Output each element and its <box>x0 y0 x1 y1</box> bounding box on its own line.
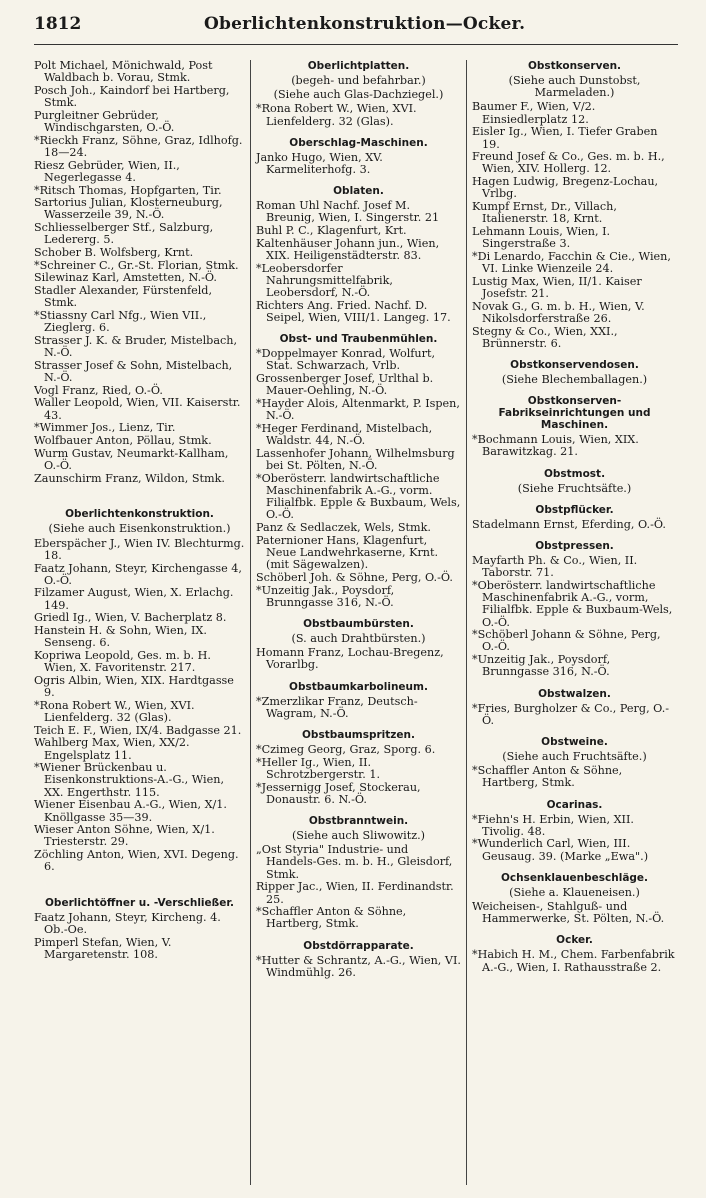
directory-entry: *Zmerzlikar Franz, Deutsch-Wagram, N.-Ö. <box>256 694 418 720</box>
section-heading: Obstkonservendosen. <box>510 358 639 371</box>
directory-entry: *Schaffler Anton & Söhne, Hartberg, Stmk. <box>472 764 623 790</box>
directory-entry: Wahlberg Max, Wien, XX/2. Engelsplatz 11. <box>34 736 190 762</box>
columns <box>34 60 682 1185</box>
directory-entry: Buhl P. C., Klagenfurt, Krt. <box>256 224 407 238</box>
directory-entry: Stegny & Co., Wien, XXI., Brünnerstr. 6. <box>472 324 618 350</box>
directory-entry: *Hutter & Schrantz, A.-G., Wien, VI. Windmühlg. 26. <box>256 953 461 979</box>
directory-entry: Grossenberger Josef, Urlthal b. Mauer-Oehling, N.-Ö. <box>256 372 434 398</box>
directory-entry: *Heller Ig., Wien, II. Schrotzbergerstr. 1. <box>256 755 381 781</box>
cross-reference: (Siehe Blechemballagen.) <box>501 372 648 386</box>
directory-entry: Mayfarth Ph. & Co., Wien, II. Taborstr. 71. <box>472 553 638 580</box>
directory-entry: Schöberl Joh. & Söhne, Perg, O.-Ö. <box>256 570 453 584</box>
section-heading: Obstbaumkarbolineum. <box>289 680 428 693</box>
page-header <box>34 14 678 45</box>
column-middle <box>250 60 466 1185</box>
cross-reference: (Siehe auch Sliwowitz.) <box>291 829 426 843</box>
directory-entry: *Heger Ferdinand, Mistelbach, Waldstr. 44, N.-Ö. <box>256 421 433 448</box>
section-heading: Obstkonserven. <box>527 60 622 72</box>
directory-entry: Schober B. Wolfsberg, Krnt. <box>34 246 194 260</box>
directory-entry: Wolfbauer Anton, Pöllau, Stmk. <box>34 434 212 448</box>
directory-entry: *Wiener Brückenbau u. Eisenkonstruktions-A.-G., Wien, XX. Engerthstr. 115. <box>34 761 225 799</box>
directory-entry: *Doppelmayer Konrad, Wolfurt, Stat. Schwarzach, Vrlb. <box>256 347 436 373</box>
directory-entry: *Unzeitig Jak., Poysdorf, Brunngasse 316, N.-Ö. <box>256 583 395 609</box>
directory-entry: Vogl Franz, Ried, O.-Ö. <box>34 383 163 397</box>
directory-entry: Hagen Ludwig, Bregenz-Lochau, Vrlbg. <box>472 175 659 201</box>
cross-reference: (Siehe auch Dunstobst, Marmeladen.) <box>508 74 641 100</box>
column-right <box>466 60 682 1185</box>
cross-reference: (begeh- und befahrbar.) <box>291 74 426 87</box>
directory-entry: *Schaffler Anton & Söhne, Hartberg, Stmk. <box>256 905 407 931</box>
directory-entry: Faatz Johann, Steyr, Kirchengasse 4, O.-Ö. <box>34 561 242 587</box>
directory-entry: *Schöberl Johann & Söhne, Perg, O.-Ö. <box>472 628 661 654</box>
directory-entry: *Jessernigg Josef, Stockerau, Donaustr. 6. N.-Ö. <box>256 780 421 806</box>
directory-entry: *Wimmer Jos., Lienz, Tir. <box>34 421 176 435</box>
directory-entry: *Unzeitig Jak., Poysdorf, Brunngasse 316, N.-Ö. <box>472 653 611 679</box>
section-heading: Obst- und Traubenmühlen. <box>279 333 438 346</box>
directory-entry: „Ost Styria" Industrie- und Handels-Ges. m. b. H., Gleisdorf, Stmk. <box>256 843 453 881</box>
spacer <box>34 485 245 499</box>
directory-entry: Novak G., G. m. b. H., Wien, V. Nikolsdorferstraße 26. <box>472 299 645 325</box>
directory-entry: Wiener Eisenbau A.-G., Wien, X/1. Knöllgasse 35—39. <box>34 798 227 824</box>
directory-entry: Sartorius Julian, Klosterneuburg, Wasserzeile 39, N.-Ö. <box>34 196 223 222</box>
directory-entry: Pimperl Stefan, Wien, V. Margaretenstr. 108. <box>34 936 172 962</box>
section-heading: Obstwalzen. <box>538 687 611 700</box>
directory-entry: Silewinaz Karl, Amstetten, N.-Ö. <box>34 271 217 285</box>
directory-entry: Posch Joh., Kaindorf bei Hartberg, Stmk. <box>34 83 230 110</box>
section-heading: Obstweine. <box>541 735 608 748</box>
directory-entry: Strasser Josef & Sohn, Mistelbach, N.-Ö. <box>34 358 233 385</box>
directory-entry: Panz & Sedlaczek, Wels, Stmk. <box>256 521 431 535</box>
cross-reference: (Siehe auch Glas-Dachziegel.) <box>273 88 444 102</box>
section-heading: Obstpflücker. <box>535 503 614 516</box>
directory-entry: Janko Hugo, Wien, XV. Karmeliterhofg. 3. <box>256 150 383 177</box>
directory-entry: *Oberösterr. landwirtschaftliche Maschinenfabrik A.-G., vorm, Filialfbk. Epple & Buxbaum-Wels, O.-Ö. <box>472 578 673 629</box>
directory-entry: Paternioner Hans, Klagenfurt, Neue Landwehrkaserne, Krnt. (mit Sägewalzen). <box>256 533 439 572</box>
section-heading: Ochsenklauenbeschläge. <box>500 871 649 884</box>
section-heading: Oberschlag-Maschinen. <box>289 136 428 149</box>
section-heading: Oblaten. <box>333 185 384 198</box>
section-heading: Oberlichtöffner u. -Verschließer. <box>45 897 234 910</box>
section-heading: Obstkonserven-Fabrikseinrichtungen und Maschinen. <box>498 395 651 432</box>
section-heading: Obstbaumbürsten. <box>303 618 414 631</box>
running-title: Oberlichtenkonstruktion—Ocker. <box>204 14 526 34</box>
directory-entry: Kumpf Ernst, Dr., Villach, Italienerstr. 18, Krnt. <box>472 200 617 226</box>
directory-entry: *Bochmann Louis, Wien, XIX. Barawitzkag. 21. <box>472 433 639 459</box>
section-heading: Obstbaumspritzen. <box>302 729 415 742</box>
directory-entry: Richters Ang. Fried. Nachf. D. Seipel, Wien, VIII/1. Langeg. 17. <box>256 298 451 325</box>
directory-entry: Stadelmann Ernst, Eferding, O.-Ö. <box>472 517 666 531</box>
directory-entry: *Fiehn's H. Erbin, Wien, XII. Tivolig. 48. <box>472 812 634 838</box>
directory-entry: Schliesselberger Stf., Salzburg, Ledererg. 5. <box>34 221 214 247</box>
directory-entry: Riesz Gebrüder, Wien, II., Negerlegasse 4. <box>34 158 180 184</box>
section-heading: Obstbranntwein. <box>308 815 409 828</box>
directory-entry: *Schreiner C., Gr.-St. Florian, Stmk. <box>34 258 239 272</box>
cross-reference: (S. auch Drahtbürsten.) <box>291 632 426 646</box>
directory-entry: Zaunschirm Franz, Wildon, Stmk. <box>34 471 225 485</box>
directory-entry: *Oberösterr. landwirtschaftliche Maschinenfabrik A.-G., vorm. Filialfbk. Epple & Buxbaum, Wels, O.-Ö. <box>256 471 461 522</box>
directory-entry: Ogris Albin, Wien, XIX. Hardtgasse 9. <box>34 673 234 700</box>
directory-entry: Eisler Ig., Wien, I. Tiefer Graben 19. <box>472 125 658 151</box>
directory-entry: Purgleitner Gebrüder, Windischgarsten, O.-Ö. <box>34 108 175 135</box>
section-heading: Ocarinas. <box>546 798 603 811</box>
directory-entry: Ripper Jac., Wien, II. Ferdinandstr. 25. <box>256 880 454 906</box>
directory-entry: Homann Franz, Lochau-Bregenz, Vorarlbg. <box>256 646 444 672</box>
section-heading: Obstpressen. <box>535 539 614 552</box>
directory-entry: Zöchling Anton, Wien, XVI. Degeng. 6. <box>34 848 239 874</box>
cross-reference: (Siehe auch Eisenkonstruktion.) <box>48 522 231 536</box>
section-heading: Oberlichtenkonstruktion. <box>65 508 214 521</box>
directory-entry: Faatz Johann, Steyr, Kircheng. 4. Ob.-Oe. <box>34 911 221 937</box>
spacer <box>34 874 245 888</box>
directory-entry: Weicheisen-, Stahlguß- und Hammerwerke, St. Pölten, N.-Ö. <box>472 900 665 926</box>
directory-entry: *Hayder Alois, Altenmarkt, P. Ispen, N.-Ö. <box>256 397 460 423</box>
directory-entry: Wurm Gustav, Neumarkt-Kallham, O.-Ö. <box>34 446 229 472</box>
directory-entry: *Rona Robert W., Wien, XVI. Lienfelderg. 32 (Glas). <box>256 102 417 128</box>
directory-entry: *Fries, Burgholzer & Co., Perg, O.-Ö. <box>472 701 670 727</box>
column-left <box>34 60 250 1185</box>
directory-entry: Wieser Anton Söhne, Wien, X/1. Triesterstr. 29. <box>34 823 215 849</box>
directory-entry: Filzamer August, Wien, X. Erlachg. 149. <box>34 586 234 612</box>
directory-entry: *Stiassny Carl Nfg., Wien VII., Zieglerg. 6. <box>34 309 207 335</box>
directory-entry: Teich E. F., Wien, IX/4. Badgasse 21. <box>34 723 242 737</box>
directory-entry: Kopriwa Leopold, Ges. m. b. H. Wien, X. Favoritenstr. 217. <box>34 648 211 675</box>
section-heading: Ocker. <box>556 934 593 947</box>
directory-entry: Freund Josef & Co., Ges. m. b. H., Wien, XIV. Hollerg. 12. <box>472 150 665 176</box>
directory-entry: Strasser J. K. & Bruder, Mistelbach, N.-Ö. <box>34 333 238 360</box>
page-number: 1812 <box>34 14 82 34</box>
directory-entry: *Ritsch Thomas, Hopfgarten, Tir. <box>34 183 222 197</box>
directory-entry: *Rona Robert W., Wien, XVI. Lienfelderg. 32 (Glas). <box>34 698 195 724</box>
directory-entry: Waller Leopold, Wien, VII. Kaiserstr. 43. <box>34 396 241 422</box>
cross-reference: (Siehe a. Klaueneisen.) <box>509 885 640 899</box>
directory-entry: *Wunderlich Carl, Wien, III. Geusaug. 39. (Marke „Ewa".) <box>472 837 649 863</box>
section-heading: Obstdörrapparate. <box>303 939 414 952</box>
directory-entry: *Habich H. M., Chem. Farbenfabrik A.-G., Wien, I. Rathausstraße 2. <box>472 948 675 974</box>
directory-entry: Eberspächer J., Wien IV. Blechturmg. 18. <box>34 536 245 562</box>
cross-reference: (Siehe Fruchtsäfte.) <box>517 481 632 495</box>
section-heading: Obstmost. <box>543 467 606 480</box>
directory-entry: *Leobersdorfer Nahrungsmittelfabrik, Leobersdorf, N.-Ö. <box>256 261 393 300</box>
directory-entry: Baumer F., Wien, V/2. Einsiedlerplatz 12. <box>472 100 596 126</box>
cross-reference: (Siehe auch Fruchtsäfte.) <box>502 749 647 763</box>
directory-entry: Griedl Ig., Wien, V. Bacherplatz 8. <box>34 611 227 625</box>
directory-entry: *Czimeg Georg, Graz, Sporg. 6. <box>256 743 436 757</box>
directory-entry: *Di Lenardo, Facchin & Cie., Wien, VI. Linke Wienzeile 24. <box>472 249 671 276</box>
directory-entry: *Rieckh Franz, Söhne, Graz, Idlhofg. 18—24. <box>34 133 243 159</box>
directory-entry: Lustig Max, Wien, II/1. Kaiser Josefstr. 21. <box>472 274 642 300</box>
directory-entry: Lassenhofer Johann, Wilhelmsburg bei St. Pölten, N.-Ö. <box>256 446 455 473</box>
section-heading: Oberlichtplatten. <box>307 60 410 72</box>
directory-entry: Polt Michael, Mönichwald, Post Waldbach b. Vorau, Stmk. <box>34 60 213 85</box>
directory-entry: Roman Uhl Nachf. Josef M. Breunig, Wien, I. Singerstr. 21 <box>256 199 440 225</box>
directory-entry: Hanstein H. & Sohn, Wien, IX. Senseng. 6. <box>34 624 207 650</box>
directory-entry: Kaltenhäuser Johann jun., Wien, XIX. Heiligenstädterstr. 83. <box>256 236 440 263</box>
directory-entry: Stadler Alexander, Fürstenfeld, Stmk. <box>34 284 213 310</box>
directory-entry: Lehmann Louis, Wien, I. Singerstraße 3. <box>472 224 611 251</box>
